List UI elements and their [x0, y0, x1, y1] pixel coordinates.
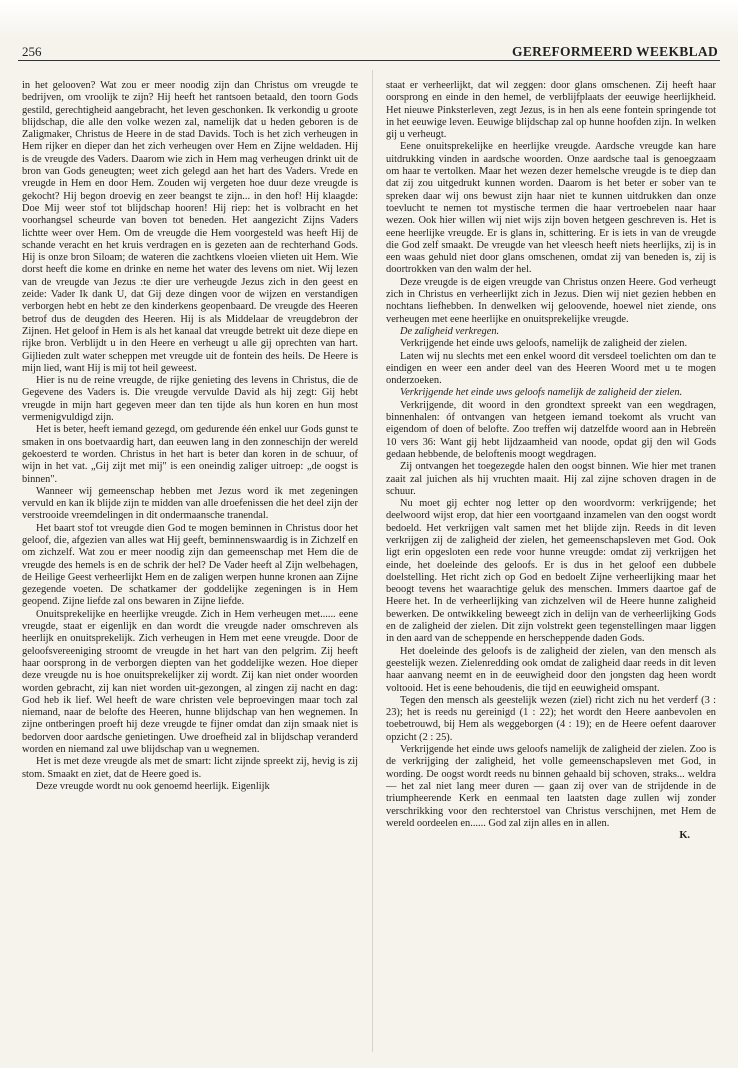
paragraph: staat er verheerlijkt, dat wil zeggen: door glans omschenen. Zij heeft haar oorsprong en einde in den hemel, de verblijfplaats der eeuwige heerlijkheid. Het nieuwe Pinksterleven, zegt Jezus, is in hen als eene fontein springende tot in het eeuwige leven. Eeuwige blijdschap zal op hunne hoofden zijn. In welken gij u verheugt. — [386, 80, 716, 141]
paragraph: Verkrijgende het einde uws geloofs, namelijk de zaligheid der zielen. — [400, 338, 688, 350]
paragraph: Wanneer wij gemeenschap hebben met Jezus word ik met zegeningen vervuld en kan ik blijde zijn te midden van alle droefenissen die het deel zijn der verstrooide vreemdelingen in dit ondermaansche tranendal. — [22, 485, 358, 522]
paragraph: Laten wij nu slechts met een enkel woord dit versdeel toelichten om dan te eindigen en weer een ander deel van des Heeren Woord met u te mogen onderzoeken. — [386, 350, 716, 387]
paragraph: Tegen den mensch als geestelijk wezen (ziel) richt zich nu het verderf (3 : 23); het is reeds nu gereinigd (1 : 22); het wordt den Heere aanbevolen en toebetrouwd, bij Hem als weggeborgen (4 : 19); en de Heere oefent daarover opzicht (2 : 25). — [386, 694, 716, 743]
paragraph: Deze vreugde is de eigen vreugde van Christus onzen Heere. God verheugt zich in Christus en verheerlijkt zich in Jezus. Dien wij niet gezien hebben en nochtans liefhebben. In denwelken wij geloovende, hoewel niet ziende, ons verheugen met eene heerlijke en onuitsprekelijke vreugde. — [386, 276, 716, 325]
paragraph: in het gelooven? Wat zou er meer noodig zijn dan Christus om vreugde te bedrijven, om vroolijk te zijn? Hij heeft het rantsoen betaald, den toorn Gods gestild, gerechtigheid aangebracht, het leven geschonken. Ik verkondig u groote blijdschap, die alle den volke wezen zal, namelijk dat u heden geboren is de Zaligmaker, Christus de Heere in de stad Davids. Toch is het zich verheugen in Hem rijker en dieper dan het zich verheugen over Hem en Zijne weldaden. Hij is de vreugde des Vaders. Daarom wie zich in Hem mag verheugen drinkt uit de bron van Gods geneugten; weet zich gelegd aan het hart des Vaders. Vrede en vreugde in Hem en door Hem. Zouden wij vergeten hoe duur deze vreugde is gekocht? Hij begon droevig en zeer beangst te zijn... in den hof! Hij klaagde: Doe Mij weer stof tot blijdschap hooren! Hij riep: het is volbracht en het voorhangsel scheurde van boven tot beneden. Het aangezicht Zijns Vaders lichtte weer over Hem. Om de vreugde die Hem voorgesteld was heeft Hij de schande veracht en het kruis verdragen en is gezeten aan de rechterhand Gods. Hij is onze bron Siloam; de wateren die zachtkens vloeien vlieten uit Hem. Wie dorst heeft die kome en drinke en neme het water des levens om niet. Wij lezen van de vreugde van Jezus :te dier ure verheugde Jezus zich in den geest en zeide: Vader Ik dank U, dat Gij deze dingen voor de wijzen en verstandigen verborgen hebt en hebt ze den kinderkens geopenbaard. De vreugde des Heeren betrof dus de deugden des Heeren. Hij is als Middelaar de vreugdebron der Zijnen. Het geloof in Hem is als het kanaal dat vreugde betrekt uit deze diepe en rijke bron. Verblijdt u in den Heere en verheugt u alle gij oprechten van hart. Gijlieden zult water scheppen met vreugde uit de fontein des heils. De Heere is mijn lied, want Hij is mij tot heil geweest. — [22, 80, 358, 374]
left-column — [22, 80, 358, 1048]
paragraph: Onuitsprekelijke en heerlijke vreugde. Zich in Hem verheugen met...... eene vreugde, staat er eigenlijk en dan wordt die vreugde nader omschreven als heerlijk en onuitsprekelijk. Zich verheugen in Hem met eene vreugde. Door de geloofsvereeniging stroomt de vreugde in het hart van den pelgrim. Zij heeft haar oorsprong in de verborgen diepten van het goddelijke wezen. Hoe dieper deze vreugde nu is hoe onuitsprekelijker zij wordt. Zij kan niet onder woorden worden gebracht, zij kan niet worden uit-gezongen, al zingen zij nacht en dag: God heb ik lief. Wel heeft de ware christen vele beproevingen maar toch zal niemand, naar de belofte des Heeren, hunne blijdschap van hen wegnemen. In zijne ontberingen proeft hij deze vreugde te fijner omdat dan zijn smaak niet is bedorven door aardsche genietingen. Uwe droefheid zal in blijdschap veranderd worden en niemand zal uwe blijdschap van u wegnemen. — [22, 608, 358, 756]
paragraph: Verkrijgende, dit woord in den grondtext spreekt van een wegdragen, binnenhalen: óf ontvangen van hetgeen iemand toekomt als vrucht van eigendom of doen of belofte. Zoo treffen wij datzelfde woord aan in Hebreën 10 vers 36: Want gij hebt lijdzaamheid van noode, opdat gij den wil Gods gedaan hebbende, de beloftenis moogt wegdragen. — [386, 399, 716, 460]
paragraph: Het is beter, heeft iemand gezegd, om gedurende één enkel uur Gods gunst te smaken in ons boetvaardig hart, dan eeuwen lang in den zonneschijn der wereld gekoesterd te worden. Christus in het hart is beter dan koren in de schuur, of wijn in het vat. „Gij zijt met mij" is een oneindig zaliger uitroep: „de oogst is binnen". — [22, 424, 358, 485]
paragraph: Deze vreugde wordt nu ook genoemd heerlijk. Eigenlijk — [36, 780, 270, 792]
paragraph: Nu moet gij echter nog letter op den woordvorm: verkrijgende; het deelwoord wijst erop, dat hier een voortgaand inzamelen van den oogst wordt bedoeld. Het verkrijgen valt samen met het blijde zijn. Reeds in dit leven verkrijgen zij de zaligheid der zielen, het gemeenschapsleven met God. Ook ligt erin opgesloten een rede voor hunne vreugde: omdat zij verkrijgen het einde, het doeleinde des geloofs. Er is dus in het geloof een dubbele doelstelling. Het richt zich op God en bedoelt Zijne verheerlijking maar het beoogt tevens het waarachtige geluk des menschen. Immers daartoe gaf de Heere het. In de verheerlijking van zichzelven wil de Heere hunne zaligheid bewerken. De ontwikkeling beweegt zich in delijn van de verheerlijking Gods en de zaligheid der zielen. Dit zijn volstrekt geen tegenstellingen maar liggen in den aard van de scheppende en herscheppende daden Gods. — [386, 498, 716, 645]
paragraph: Het is met deze vreugde als met de smart: licht zijnde spreekt zij, hevig is zij stom. Smaakt en ziet, dat de Heere goed is. — [22, 756, 358, 780]
scan-top-edge — [0, 0, 738, 38]
paragraph: Het baart stof tot vreugde dien God te mogen beminnen in Christus door het geloof, die, afgezien van alles wat Hij geeft, beminnenswaardig is in Zichzelf en om zichzelf. Wat zou er meer noodig zijn dan gemeenschap met Hem die de vreugde des hemels is en de schrik der hel? De Vader heeft al Zijn welbehagen, de Heilige Geest verheerlijkt Hem en de zaligen werpen hunne kronen aan Zijne gezegende voeten. De schatkamer der goddelijke zegeningen is in Hem geopend. Zijne liefde zal ons bewaren in Zijne liefde. — [22, 522, 358, 608]
paragraph: Hier is nu de reine vreugde, de rijke genieting des levens in Christus, die de Gegevene des Vaders is. Die vreugde vervulde David als hij zegt: Gij hebt vreugde in mijn hart gegeven meer dan ten tijde als hun koren en hun most vermenigvuldigd zijn. — [22, 375, 358, 424]
page-number: 256 — [22, 44, 42, 59]
paragraph: Eene onuitsprekelijke en heerlijke vreugde. Aardsche vreugde kan hare uitdrukking vinden in aardsche woorden. Onze aardsche taal is genoegzaam om haar te vertolken. Maar het wezen dezer hemelsche vreugde is te diep dan dat zij zou uitgedrukt kunnen worden. Daarom is het beter er sober van te spreken daar wij ons bewust zijn haar niet te kunnen uitdrukken dan onze toevlucht te nemen tot mystische termen die haar vertroebelen naar haar wezen. Ook hier willen wij niet wijs zijn boven hetgeen geschreven is. Het is eene heerlijke vreugde. Er is glans in, schittering. Er is iets in van de vreugde die God zelf smaakt. De vreugde van het vleesch heeft niets heerlijks, zij is in een waas gehuld niet door glans omschenen, omdat zij van beneden is, zij is doortrokken van den walm der hel. — [386, 141, 716, 276]
paragraph: Zij ontvangen het toegezegde halen den oogst binnen. Wie hier met tranen zaait zal juichen als hij vruchten maait. Hij zal zijne schoven dragen in de schuur. — [386, 461, 716, 497]
header-rule — [18, 60, 720, 61]
scripture-quote: Verkrijgende het einde uws geloofs namelijk de zaligheid der zielen. — [400, 387, 683, 399]
column-gutter — [372, 70, 373, 1052]
paragraph: Het doeleinde des geloofs is de zaligheid der zielen, van den mensch als geestelijk wezen. Zielenredding ook omdat de zaligheid daar reeds in dit leven haar aanvang neemt en in de eeuwigheid door den jongsten dag heen wordt voltooid. Het is eene behoudenis, die tijd en eeuwigheid omspant. — [386, 645, 716, 694]
running-title: GEREFORMEERD WEEKBLAD — [512, 44, 718, 59]
section-heading: De zaligheid verkregen. — [400, 325, 500, 337]
author-signature: K. — [679, 830, 690, 842]
paragraph: Verkrijgende het einde uws geloofs namelijk de zaligheid der zielen. Zoo is de verkrijging der zaligheid, het volle gemeenschapsleven met God, in wording. De oogst wordt reeds nu binnen gehaald bij schoven, straks... weldra — het zal niet lang meer duren — gaan zij over van de strijdende in de triumpheerende Kerk en eenmaal ten laatsten dage zullen wij zonder verschrikking voor den rechterstoel van Christus verschijnen, met Hem de wereld oordeelen en...... God zal zijn alles en in allen. — [386, 744, 716, 829]
right-column — [386, 80, 716, 1048]
